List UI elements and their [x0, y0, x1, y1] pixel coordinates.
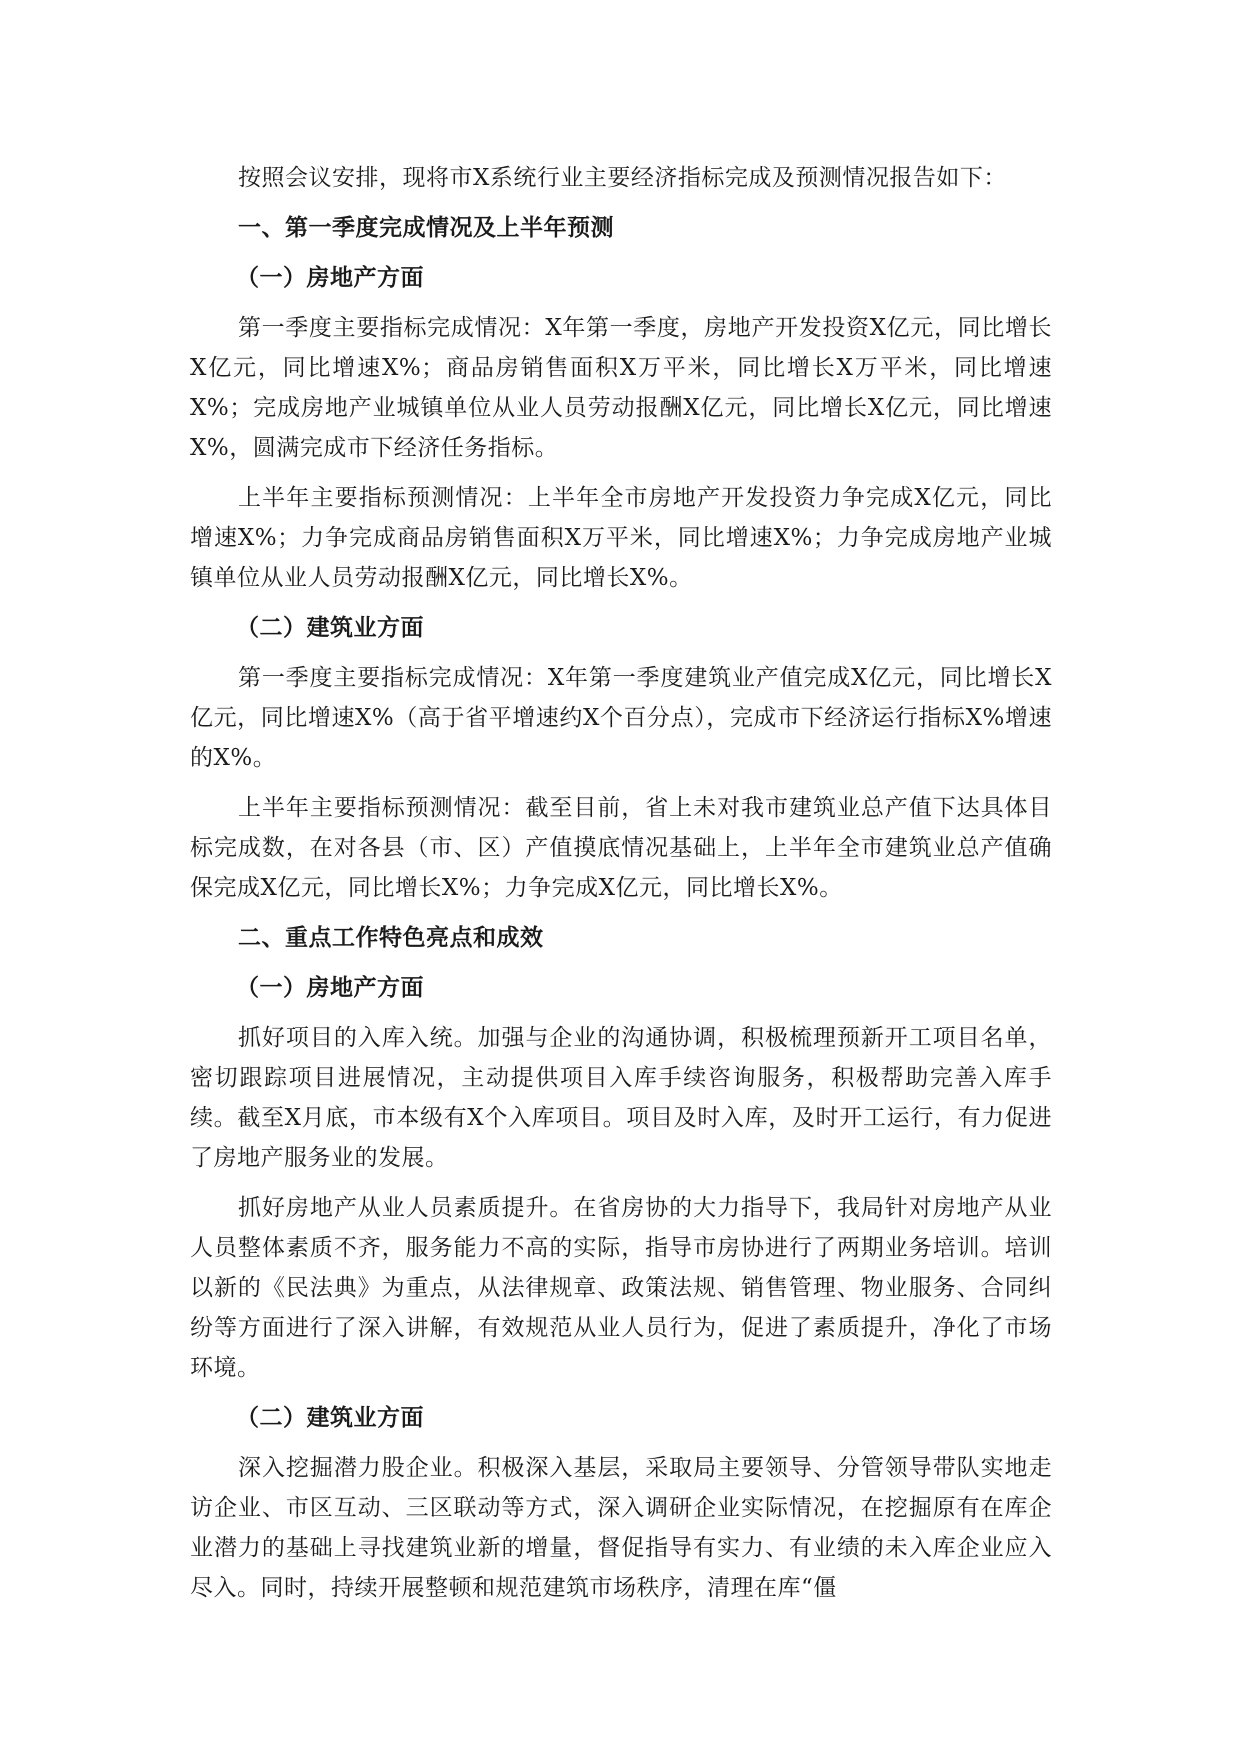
section-1-sub-2-paragraph-1: 第一季度主要指标完成情况：X年第一季度建筑业产值完成X亿元，同比增长X亿元，同比增速X%（高于省平增速约X个百分点），完成市下经济运行指标X%增速的X%。	[190, 665, 1052, 771]
section-2-sub-1-paragraph-2: 抓好房地产从业人员素质提升。在省房协的大力指导下，我局针对房地产从业人员整体素质不齐，服务能力不高的实际，指导市房协进行了两期业务培训。培训以新的《民法典》为重点，从法律规章、政策法规、销售管理、物业服务、合同纠纷等方面进行了深入讲解，有效规范从业人员行为，促进了素质提升，净化了市场环境。	[190, 1195, 1052, 1381]
section-2-sub-2-paragraph-1: 深入挖掘潜力股企业。积极深入基层，采取局主要领导、分管领导带队实地走访企业、市区互动、三区联动等方式，深入调研企业实际情况，在挖掘原有在库企业潜力的基础上寻找建筑业新的增量，督促指导有实力、有业绩的未入库企业应入尽入。同时，持续开展整顿和规范建筑市场秩序，清理在库“僵	[190, 1455, 1052, 1601]
document-page	[190, 158, 1052, 1618]
section-1-sub-1-heading: （一）房地产方面	[236, 264, 424, 291]
section-2-heading: 二、重点工作特色亮点和成效	[238, 924, 544, 951]
intro-paragraph: 按照会议安排，现将市X系统行业主要经济指标完成及预测情况报告如下：	[238, 165, 1007, 191]
section-2-sub-2-heading: （二）建筑业方面	[236, 1404, 424, 1431]
section-2-sub-1-heading: （一）房地产方面	[236, 974, 424, 1001]
section-1-heading: 一、第一季度完成情况及上半年预测	[238, 214, 614, 241]
section-2-sub-1-paragraph-1: 抓好项目的入库入统。加强与企业的沟通协调，积极梳理预新开工项目名单，密切跟踪项目进展情况，主动提供项目入库手续咨询服务，积极帮助完善入库手续。截至X月底，市本级有X个入库项目。项目及时入库，及时开工运行，有力促进了房地产服务业的发展。	[190, 1025, 1052, 1171]
section-1-sub-1-paragraph-1: 第一季度主要指标完成情况：X年第一季度，房地产开发投资X亿元，同比增长X亿元，同比增速X%；商品房销售面积X万平米，同比增长X万平米，同比增速X%；完成房地产业城镇单位从业人员劳动报酬X亿元，同比增长X亿元，同比增速X%，圆满完成市下经济任务指标。	[190, 315, 1052, 461]
section-1-sub-1-paragraph-2: 上半年主要指标预测情况：上半年全市房地产开发投资力争完成X亿元，同比增速X%；力争完成商品房销售面积X万平米，同比增速X%；力争完成房地产业城镇单位从业人员劳动报酬X亿元，同比增长X%。	[190, 485, 1052, 591]
section-1-sub-2-heading: （二）建筑业方面	[236, 614, 424, 641]
section-1-sub-2-paragraph-2: 上半年主要指标预测情况：截至目前，省上未对我市建筑业总产值下达具体目标完成数，在对各县（市、区）产值摸底情况基础上，上半年全市建筑业总产值确保完成X亿元，同比增长X%；力争完成X亿元，同比增长X%。	[190, 795, 1052, 901]
